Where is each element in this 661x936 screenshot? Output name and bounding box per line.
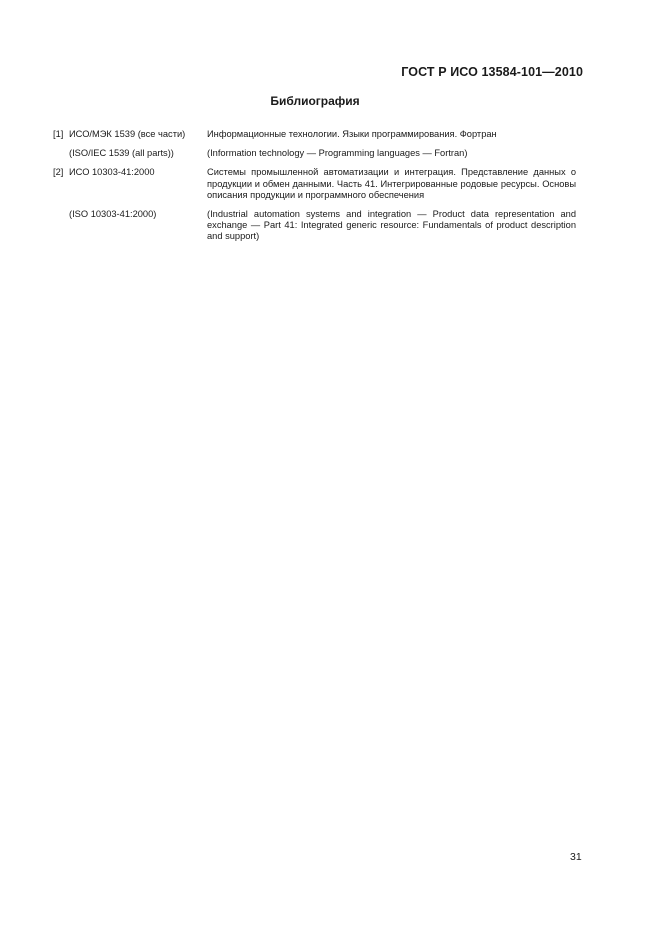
- bibliography-entry-alt: [53, 148, 576, 159]
- entry-code: ИСО/МЭК 1539 (все части): [69, 129, 186, 139]
- entry-number: [2]: [53, 167, 64, 178]
- document-code: ГОСТ Р ИСО 13584-101—2010: [401, 65, 583, 79]
- entry-alt-code: (ISO/IEC 1539 (all parts)): [69, 148, 174, 159]
- entry-code: ИСО 10303-41:2000: [69, 167, 155, 178]
- bibliography-list: [53, 129, 576, 251]
- section-title: Библиография: [270, 94, 360, 108]
- bibliography-entry: [53, 167, 576, 201]
- bibliography-entry: [53, 129, 576, 140]
- entry-description: Системы промышленной автоматизации и интеграция. Представление данных о продукции и обмен данными. Часть 41. Интегрированные родовые ресурсы. Основы описания продукции и программного обеспечения: [207, 167, 576, 200]
- page-number: 31: [570, 851, 582, 863]
- entry-description: Информационные технологии. Языки программирования. Фортран: [207, 129, 497, 139]
- entry-alt-code: (ISO 10303-41:2000): [69, 209, 157, 220]
- bibliography-entry-alt: [53, 209, 576, 243]
- entry-number: [1]: [53, 129, 64, 139]
- entry-alt-description: (Industrial automation systems and integration — Product data representation and exchange — Part 41: Integrated generic resource: Fundamentals of product description and support): [207, 209, 576, 242]
- entry-alt-description: (Information technology — Programming languages — Fortran): [207, 148, 468, 159]
